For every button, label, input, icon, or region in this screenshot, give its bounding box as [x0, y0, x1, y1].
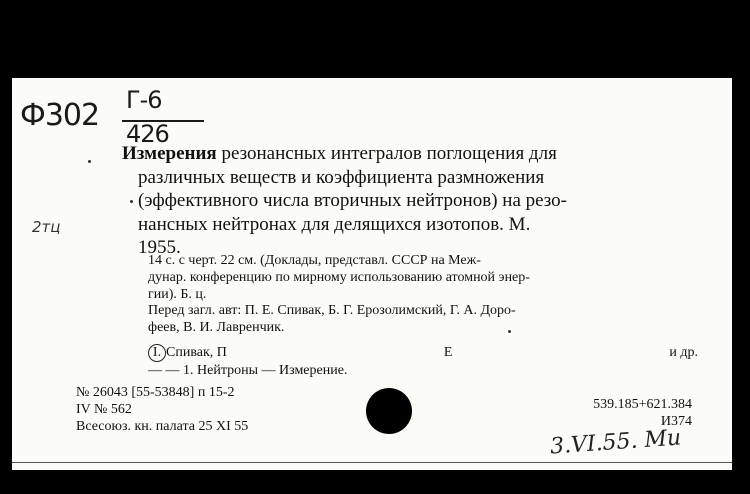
title-line-5: 1955. [138, 237, 181, 258]
shelf-mark-bottom: 426 [126, 120, 169, 148]
title-line-2: различных веществ и коэффициента размножения [138, 166, 545, 188]
tracing-etal: и др. [669, 345, 698, 360]
responsibility-line-2: феев, В. И. Лавренчик. [148, 320, 285, 335]
record-line-3: Всесоюз. кн. палата 25 XI 55 [76, 419, 249, 434]
physical-line-1: 14 с. с черт. 22 см. (Доклады, представл. СССР на Меж- [148, 253, 481, 268]
physical-line-3: гии). Б. ц. [148, 287, 207, 302]
shelf-mark [20, 86, 169, 148]
physical-line-2: дунар. конференцию по мирному использованию атомной энер- [148, 270, 530, 285]
tracing-marker: I. [148, 344, 166, 362]
title-statement [122, 142, 702, 260]
class-code: И374 [660, 414, 692, 429]
record-line-1: № 26043 [55-53848] п 15-2 [76, 385, 235, 400]
shelf-mark-top: Г-6 [126, 86, 162, 114]
speck [88, 160, 91, 163]
tracing-initial: Е [443, 345, 453, 360]
speck [130, 200, 133, 203]
record-line-2: IV № 562 [76, 402, 132, 417]
tracings [148, 344, 698, 379]
classification [552, 396, 692, 430]
speck [508, 330, 511, 333]
title-line-1: резонансных интегралов поглощения для [216, 143, 557, 164]
title-head-word: Измерения [122, 143, 217, 164]
handwritten-note: 2тц [32, 218, 61, 236]
tracing-subject: — — 1. Нейтроны — Измерение. [148, 363, 348, 378]
title-line-3: (эффективного числа вторичных нейтронов) на резо- [138, 190, 568, 211]
record-info [76, 384, 376, 435]
punch-hole [366, 388, 412, 434]
physical-description [148, 252, 698, 303]
tracing-author: Спивак, П [166, 345, 227, 360]
handwritten-signature: 3.VI.55. Ми [549, 425, 682, 460]
responsibility-line-1: Перед загл. авт: П. Е. Спивак, Б. Г. Ерозолимский, Г. А. Доро- [148, 303, 516, 318]
udc-code: 539.185+621.384 [593, 397, 692, 412]
bottom-rule [12, 462, 732, 463]
shelf-mark-prefix: Ф302 [20, 98, 100, 133]
responsibility-note [148, 302, 698, 336]
catalog-card [12, 78, 732, 470]
title-line-4: нансных нейтронах для делящихся изотопов. М. [138, 213, 531, 235]
